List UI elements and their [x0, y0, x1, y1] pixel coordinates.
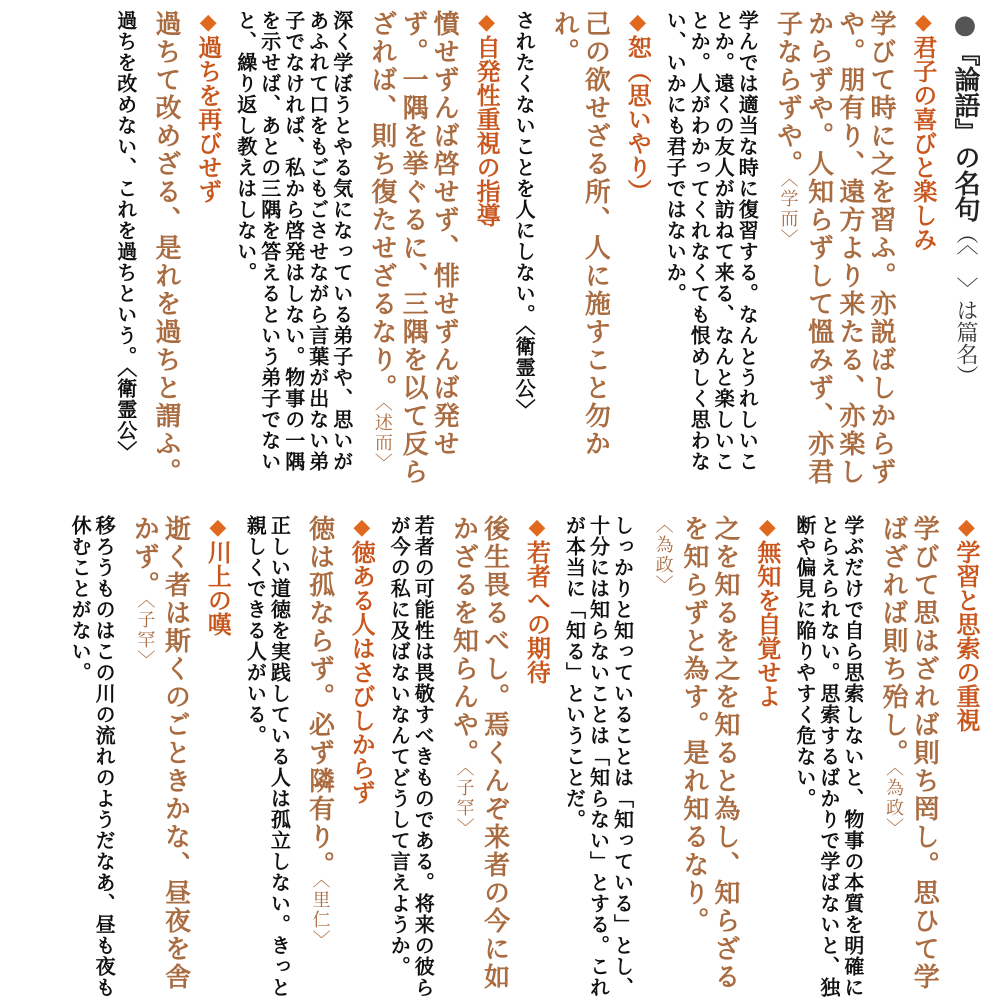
- entry-quote: 過ちて改めざる、是れを過ちと謂ふ。: [150, 10, 181, 486]
- diamond-icon: ◆: [754, 515, 780, 540]
- entry-translation: しっかりと知っていることは「知っている」とし、十分には知らないことは「知らない」とする。これが本当に「知る」ということだ。: [562, 515, 635, 998]
- top-section: [0, 10, 990, 490]
- entry-quote: 学びて思はざれば則ち罔し。思ひて学ばざれば則ち殆し。〈為政〉: [878, 515, 940, 991]
- entry-heading: ◆過ちを再びせず: [193, 10, 222, 203]
- entry-source: 〈学而〉: [777, 178, 799, 249]
- entry-translation: 過ちを改めない、これを過ちという。〈衛霊公〉: [113, 10, 138, 462]
- entry-quote: 後生畏るべし。焉くんぞ来者の今に如かざるを知らんや。〈子罕〉: [448, 515, 510, 991]
- entry-source: 〈子罕〉: [453, 767, 475, 838]
- entry-quote: 己の欲せざる所、人に施すこと勿かれ。: [549, 10, 611, 458]
- entry-source: 〈述而〉: [371, 402, 393, 473]
- diamond-icon: ◆: [625, 10, 651, 35]
- bullet-icon: ●: [950, 10, 980, 40]
- entry-heading: ◆恕（思いやり）: [623, 10, 652, 203]
- entry-translation: 正しい道徳を実践している人は孤立しない。きっと親しくできる人がいる。: [243, 515, 292, 998]
- diamond-icon: ◆: [524, 515, 550, 540]
- entry-translation: されたくないことを人にしない。〈衛霊公〉: [512, 10, 537, 420]
- entry-source: 〈為政〉: [883, 767, 905, 838]
- diamond-icon: ◆: [195, 10, 221, 35]
- entry-quote: 逝く者は斯くのごときかな、昼夜を舎かず。〈子罕〉: [129, 515, 191, 991]
- entry-quote: 学びて時に之を習ふ。亦説ばしからずや。朋有り、遠方より来たる、亦楽しからずや。人知らずして慍みず、亦君子ならずや。〈学而〉: [772, 10, 897, 486]
- diamond-icon: ◆: [349, 515, 375, 540]
- title-note: （〈 〉は篇名）: [953, 222, 978, 387]
- diamond-icon: ◆: [910, 10, 936, 35]
- entry-heading: ◆徳ある人はさびしからず: [347, 515, 376, 804]
- entry-translation: 移ろうものはこの川の流れのようだなあ、昼も夜も休むことがない。: [68, 515, 117, 998]
- page-title: 『論語』の名句: [950, 40, 980, 222]
- entry-translation: 学ぶだけで自ら思索しないと、物事の本質を明確にとらえられない。思索するばかりで学ばないと、独断や偏見に陥りやすく危ない。: [792, 515, 865, 998]
- diamond-icon: ◆: [205, 515, 231, 540]
- entry-translation: 学んでは適当な時に復習する。なんとうれしいことか。遠くの友人が訪ねて来る、なんと楽しいことか。人がわかってくれなくても恨めしく思わない、いかにも君子ではないか。: [663, 10, 760, 472]
- entry-quote: 憤せずんば啓せず、悱せずんば発せず。一隅を挙ぐるに、三隅を以て反らざれば、則ち復たせざるなり。〈述而〉: [366, 10, 460, 486]
- entry-heading: ◆川上の嘆: [203, 515, 232, 636]
- entry-quote: 之を知るを之を知ると為し、知らざるを知らずと為す。是れ知るなり。〈為政〉: [652, 515, 741, 991]
- entry-translation: 若者の可能性は畏敬すべきものである。将来の彼らが今の私に及ばないなんてどうして言えようか。: [387, 515, 436, 998]
- page-header: [949, 10, 980, 490]
- entry-source: 〈里仁〉: [309, 879, 331, 950]
- entry-translation: 深く学ぼうとやる気になっている弟子や、思いがあふれて口をもごもごさせながら言葉が出ない弟子でなければ、私から啓発はしない。物事の一隅を示せば、あとの三隅を答えるという弟子でないと、繰り返し教えはしない。: [233, 10, 354, 472]
- entry-source: 〈為政〉: [652, 515, 674, 595]
- diamond-icon: ◆: [474, 10, 500, 35]
- entry-heading: ◆君子の喜びと楽しみ: [908, 10, 937, 251]
- entry-quote: 徳は孤ならず。必ず隣有り。〈里仁〉: [304, 515, 335, 950]
- entry-heading: ◆学習と思索の重視: [952, 515, 980, 732]
- entry-heading: ◆若者への期待: [522, 515, 551, 684]
- bottom-section: [0, 515, 990, 1000]
- entry-heading: ◆無知を自覚せよ: [752, 515, 781, 708]
- entry-heading: ◆自発性重視の指導: [472, 10, 501, 227]
- diamond-icon: ◆: [954, 515, 979, 540]
- entry-source: 〈子罕〉: [134, 599, 156, 670]
